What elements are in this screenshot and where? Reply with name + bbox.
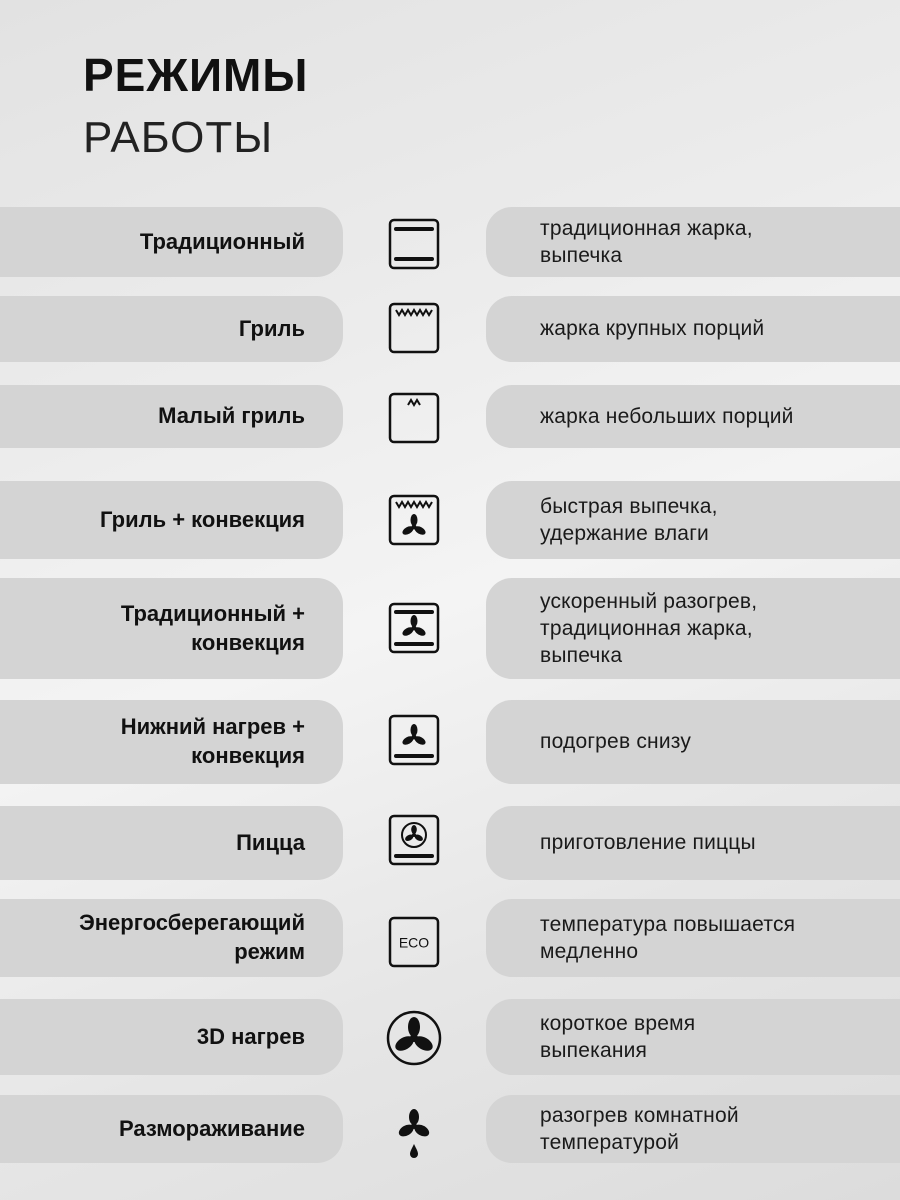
mode-description: приготовление пиццы	[540, 831, 756, 855]
mode-description-pill	[486, 207, 900, 277]
mode-name-pill	[0, 296, 343, 362]
title-line-1: РЕЖИМЫ	[83, 49, 309, 101]
page-title	[83, 49, 309, 162]
mode-description-pill	[486, 481, 900, 559]
mode-description-pill	[486, 578, 900, 679]
mode-name: 3D нагрев	[196, 1023, 305, 1049]
mode-description: подогрев снизу	[540, 730, 692, 754]
fan-circle-icon	[384, 1008, 444, 1068]
oven-grill-fan-icon	[384, 490, 444, 550]
mode-name-pill	[0, 806, 343, 880]
mode-description-pill	[486, 296, 900, 362]
mode-name: Гриль	[238, 315, 305, 341]
oven-bottom-fan-icon	[384, 710, 444, 770]
mode-description: традиционная жарка, выпечка	[540, 216, 753, 267]
mode-name-pill	[0, 999, 343, 1075]
title-line-2: РАБОТЫ	[83, 113, 274, 162]
mode-name-pill	[0, 578, 343, 679]
mode-name-pill	[0, 899, 343, 977]
mode-name: Традиционный + конвекция	[120, 600, 305, 655]
mode-name: Гриль + конвекция	[100, 506, 305, 532]
mode-description-pill	[486, 999, 900, 1075]
mode-description-pill	[486, 700, 900, 784]
mode-description-pill	[486, 385, 900, 448]
mode-description: быстрая выпечка, удержание влаги	[540, 494, 718, 545]
mode-name: Нижний нагрев + конвекция	[120, 714, 305, 768]
eco-icon	[384, 912, 444, 972]
eco-icon-label: ECO	[398, 934, 430, 951]
oven-top-bottom-heat-icon	[384, 214, 444, 274]
mode-description: температура повышается медленно	[540, 912, 796, 963]
mode-name: Размораживание	[118, 1115, 305, 1141]
mode-name: Малый гриль	[158, 403, 305, 429]
mode-name: Энергосберегающий режим	[79, 910, 305, 964]
mode-description: жарка крупных порций	[540, 317, 765, 341]
mode-description: разогрев комнатной температурой	[540, 1103, 739, 1154]
mode-description: жарка небольших порций	[540, 404, 794, 428]
oven-grill-icon	[384, 298, 444, 358]
mode-description: короткое время выпекания	[540, 1011, 696, 1062]
mode-description-pill	[486, 899, 900, 977]
mode-name-pill	[0, 207, 343, 277]
oven-top-bottom-fan-icon	[384, 598, 444, 658]
mode-name-pill	[0, 700, 343, 784]
mode-name: Традиционный	[139, 228, 305, 254]
mode-description-pill	[486, 1095, 900, 1163]
oven-small-grill-icon	[384, 388, 444, 448]
mode-description-pill	[486, 806, 900, 880]
mode-name-pill	[0, 1095, 343, 1163]
oven-pizza-icon	[384, 810, 444, 870]
defrost-fan-drop-icon	[384, 1100, 444, 1160]
mode-name-pill	[0, 481, 343, 559]
mode-name: Пицца	[236, 829, 305, 855]
mode-name-pill	[0, 385, 343, 448]
mode-description: ускоренный разогрев, традиционная жарка, выпечка	[540, 589, 758, 668]
